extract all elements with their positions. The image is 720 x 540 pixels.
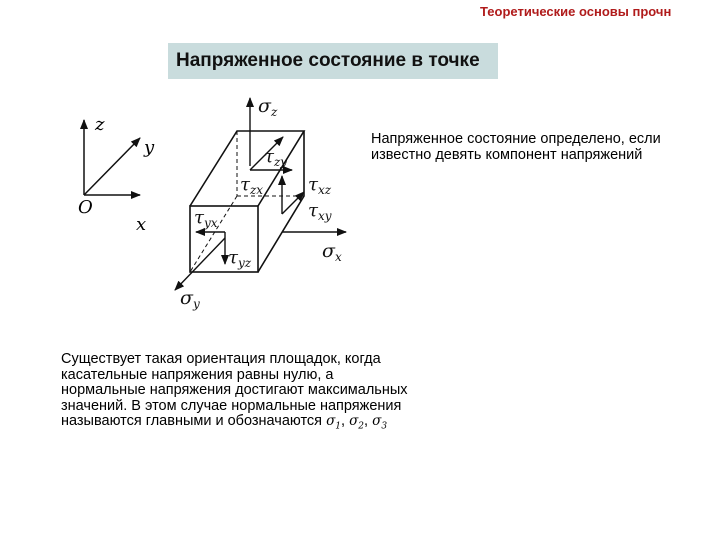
sigma-x-label: $\sigma_x$ bbox=[322, 240, 342, 264]
sigma-3-symbol: $\sigma_3$ bbox=[372, 413, 388, 432]
axis-origin-label: O bbox=[78, 197, 93, 218]
tau-xy-label: $\tau_{xy}$ bbox=[308, 200, 332, 223]
tau-yz-label: $\tau_{yz}$ bbox=[228, 247, 252, 270]
stress-state-description: Напряженное состояние определено, если известно девять компонент напряжений bbox=[371, 131, 661, 163]
principal-stresses-text: Существует такая ориентация площадок, когда касательные напряжения равны нулю, а нормальные напряжения достигают максимальных значений. В этом случае нормальные напряжения называются главными и обозначаются $\sigma_1$, $\sigma_2$, $\sigma_3$ bbox=[61, 351, 408, 432]
sigma-y-label: $\sigma_y$ bbox=[180, 287, 200, 311]
y-axis bbox=[84, 138, 140, 195]
axis-x-label: x bbox=[136, 214, 147, 235]
sigma-1-symbol: $\sigma_1$ bbox=[326, 413, 342, 432]
tau-xz-label: $\tau_{xz}$ bbox=[308, 174, 332, 197]
stress-labels bbox=[180, 95, 342, 311]
axis-z-label: z bbox=[95, 114, 105, 135]
axis-y-label: y bbox=[144, 137, 155, 158]
tau-xy-arrow bbox=[282, 192, 304, 214]
stress-cube bbox=[190, 131, 304, 272]
principal-stresses-body: Существует такая ориентация площадок, когда касательные напряжения равны нулю, а нормальные напряжения достигают максимальных значений. В этом случае нормальные напряжения называются главными и обозначаются bbox=[61, 351, 408, 429]
presentation-header: Теоретические основы прочн bbox=[480, 4, 672, 19]
sigma-y-arrow bbox=[175, 238, 225, 290]
sigma-z-label: $\sigma_z$ bbox=[258, 95, 278, 119]
tau-yx-label: $\tau_{yx}$ bbox=[194, 207, 218, 230]
sigma-2-symbol: $\sigma_2$ bbox=[349, 413, 365, 432]
tau-zx-label: $\tau_{zx}$ bbox=[240, 174, 264, 197]
tau-zy-label: $\tau_{zy}$ bbox=[264, 146, 288, 169]
slide-title: Напряженное состояние в точке bbox=[176, 50, 480, 71]
coordinate-axes bbox=[84, 120, 140, 195]
